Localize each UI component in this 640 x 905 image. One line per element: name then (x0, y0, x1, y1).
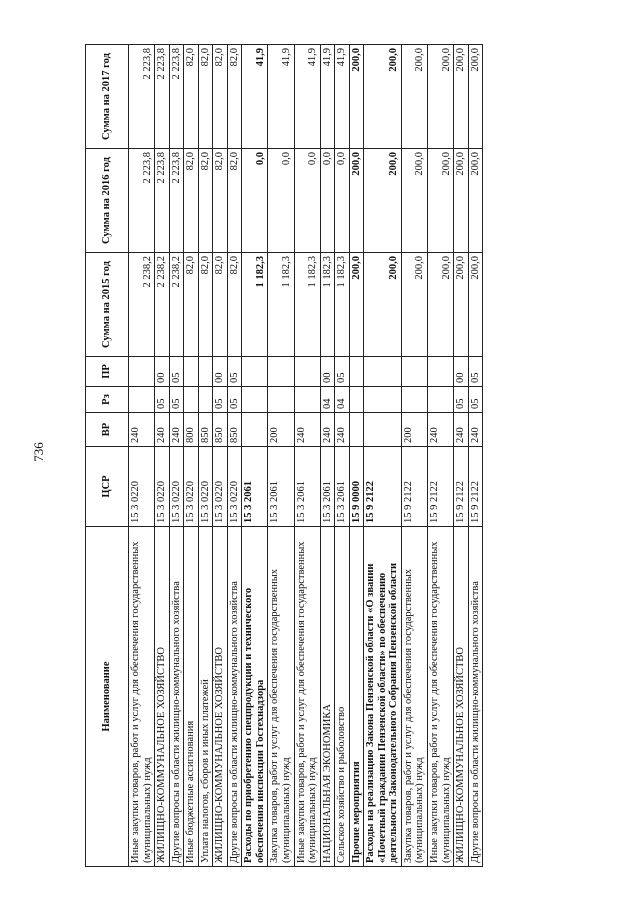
cell-pr (129, 357, 155, 387)
cell-csr: 15 3 0220 (198, 447, 213, 527)
cell-pr: 00 (454, 357, 469, 387)
cell-sum-2015: 200,0 (364, 253, 402, 357)
cell-sum-2016: 0,0 (320, 149, 335, 253)
cell-pr (184, 357, 199, 387)
table-row (349, 45, 364, 867)
cell-sum-2015: 2 238,2 (129, 253, 155, 357)
cell-rz (349, 387, 364, 413)
cell-sum-2015: 200,0 (349, 253, 364, 357)
cell-csr: 15 9 0000 (349, 447, 364, 527)
cell-pr: 00 (320, 357, 335, 387)
cell-sum-2015: 1 182,3 (320, 253, 335, 357)
cell-pr (242, 357, 268, 387)
cell-sum-2016: 2 223,8 (155, 149, 170, 253)
cell-sum-2016: 0,0 (335, 149, 350, 253)
cell-sum-2016: 200,0 (468, 149, 483, 253)
cell-sum-2017: 2 223,8 (155, 45, 170, 149)
cell-name: Закупка товаров, работ и услуг для обеспечения государственных (муниципальных) нужд (401, 527, 427, 867)
cell-vr (349, 413, 364, 447)
cell-sum-2015: 1 182,3 (242, 253, 268, 357)
cell-csr: 15 3 0220 (184, 447, 199, 527)
header-rz: Рз (86, 387, 129, 413)
table-row (242, 45, 268, 867)
table-body (129, 45, 483, 867)
table-row (294, 45, 320, 867)
cell-csr: 15 3 0220 (129, 447, 155, 527)
header-csr: ЦСР (86, 447, 129, 527)
table-row (428, 45, 454, 867)
cell-csr: 15 9 2122 (401, 447, 427, 527)
table-row (468, 45, 483, 867)
cell-pr (198, 357, 213, 387)
cell-vr: 240 (155, 413, 170, 447)
cell-pr: 05 (335, 357, 350, 387)
cell-sum-2016: 200,0 (454, 149, 469, 253)
cell-rz: 05 (213, 387, 228, 413)
header-sum-2016: Сумма на 2016 год (86, 149, 129, 253)
cell-csr: 15 3 2061 (242, 447, 268, 527)
table-header-row (86, 45, 129, 867)
budget-table (85, 44, 483, 867)
cell-sum-2017: 41,9 (268, 45, 294, 149)
cell-name: Иные закупки товаров, работ и услуг для обеспечения государственных (муниципальных) нужд (129, 527, 155, 867)
cell-csr: 15 3 0220 (155, 447, 170, 527)
table-row (129, 45, 155, 867)
cell-rz (184, 387, 199, 413)
cell-sum-2017: 200,0 (401, 45, 427, 149)
cell-name: Расходы по приобретению спецпродукции и технического обеспечения инспекции Гостехнадзора (242, 527, 268, 867)
cell-vr: 240 (454, 413, 469, 447)
cell-sum-2016: 82,0 (198, 149, 213, 253)
cell-sum-2017: 82,0 (213, 45, 228, 149)
cell-sum-2015: 2 238,2 (155, 253, 170, 357)
page-number: 736 (31, 442, 46, 462)
cell-name: ЖИЛИЩНО-КОММУНАЛЬНОЕ ХОЗЯЙСТВО (213, 527, 228, 867)
cell-csr: 15 3 2061 (335, 447, 350, 527)
cell-rz: 04 (320, 387, 335, 413)
cell-sum-2016: 200,0 (401, 149, 427, 253)
cell-vr: 240 (468, 413, 483, 447)
cell-sum-2017: 200,0 (428, 45, 454, 149)
header-sum-2017: Сумма на 2017 год (86, 45, 129, 149)
cell-name: Уплата налогов, сборов и иных платежей (198, 527, 213, 867)
header-sum-2015: Сумма на 2015 год (86, 253, 129, 357)
cell-rz (198, 387, 213, 413)
cell-sum-2016: 82,0 (227, 149, 242, 253)
cell-name: Другие вопросы в области жилищно-коммунального хозяйства (227, 527, 242, 867)
cell-pr (401, 357, 427, 387)
cell-sum-2017: 41,9 (335, 45, 350, 149)
table-row (198, 45, 213, 867)
cell-name: Иные закупки товаров, работ и услуг для обеспечения государственных (муниципальных) нужд (294, 527, 320, 867)
cell-sum-2015: 82,0 (213, 253, 228, 357)
cell-sum-2015: 82,0 (198, 253, 213, 357)
cell-rz (294, 387, 320, 413)
cell-vr: 200 (401, 413, 427, 447)
cell-sum-2015: 82,0 (227, 253, 242, 357)
cell-csr: 15 3 0220 (227, 447, 242, 527)
cell-sum-2016: 82,0 (184, 149, 199, 253)
cell-sum-2016: 82,0 (213, 149, 228, 253)
cell-sum-2015: 1 182,3 (294, 253, 320, 357)
header-vr: ВР (86, 413, 129, 447)
cell-name: Расходы на реализацию Закона Пензенской области «О звании «Почетный гражданин Пензенской области» по обеспечению деятельности Законодательного Собрания Пензенской области (364, 527, 402, 867)
cell-vr (364, 413, 402, 447)
table-row (184, 45, 199, 867)
cell-name: Прочие мероприятия (349, 527, 364, 867)
cell-rz (401, 387, 427, 413)
cell-vr (242, 413, 268, 447)
cell-name: Другие вопросы в области жилищно-коммунального хозяйства (169, 527, 184, 867)
cell-sum-2015: 2 238,2 (169, 253, 184, 357)
cell-sum-2016: 2 223,8 (169, 149, 184, 253)
cell-sum-2016: 2 223,8 (129, 149, 155, 253)
cell-sum-2015: 200,0 (401, 253, 427, 357)
table-row (364, 45, 402, 867)
cell-rz: 05 (454, 387, 469, 413)
cell-csr: 15 3 2061 (320, 447, 335, 527)
cell-csr: 15 3 0220 (213, 447, 228, 527)
cell-sum-2016: 0,0 (294, 149, 320, 253)
table-row (268, 45, 294, 867)
cell-name: Иные закупки товаров, работ и услуг для обеспечения государственных (муниципальных) нужд (428, 527, 454, 867)
cell-name: Иные бюджетные ассигнования (184, 527, 199, 867)
cell-pr: 05 (468, 357, 483, 387)
table-row (155, 45, 170, 867)
cell-sum-2017: 82,0 (184, 45, 199, 149)
cell-pr: 00 (155, 357, 170, 387)
cell-sum-2017: 2 223,8 (169, 45, 184, 149)
cell-pr (294, 357, 320, 387)
table-row (227, 45, 242, 867)
cell-csr: 15 3 2061 (268, 447, 294, 527)
cell-vr: 200 (268, 413, 294, 447)
cell-name: Закупка товаров, работ и услуг для обеспечения государственных (муниципальных) нужд (268, 527, 294, 867)
cell-csr: 15 3 2061 (294, 447, 320, 527)
cell-csr: 15 9 2122 (364, 447, 402, 527)
header-pr: ПР (86, 357, 129, 387)
cell-csr: 15 3 0220 (169, 447, 184, 527)
cell-sum-2015: 1 182,3 (268, 253, 294, 357)
cell-sum-2015: 200,0 (468, 253, 483, 357)
cell-pr (349, 357, 364, 387)
cell-vr: 240 (169, 413, 184, 447)
table-row (335, 45, 350, 867)
cell-pr: 05 (227, 357, 242, 387)
cell-sum-2016: 0,0 (268, 149, 294, 253)
budget-table-container (85, 47, 547, 867)
cell-sum-2015: 200,0 (428, 253, 454, 357)
cell-name: ЖИЛИЩНО-КОММУНАЛЬНОЕ ХОЗЯЙСТВО (155, 527, 170, 867)
cell-sum-2017: 41,9 (242, 45, 268, 149)
cell-pr (364, 357, 402, 387)
cell-sum-2017: 200,0 (454, 45, 469, 149)
cell-sum-2017: 200,0 (468, 45, 483, 149)
cell-pr: 05 (169, 357, 184, 387)
cell-vr: 850 (198, 413, 213, 447)
cell-sum-2017: 41,9 (320, 45, 335, 149)
cell-vr: 850 (213, 413, 228, 447)
cell-name: НАЦИОНАЛЬНАЯ ЭКОНОМИКА (320, 527, 335, 867)
table-row (320, 45, 335, 867)
cell-vr: 240 (335, 413, 350, 447)
cell-name: Другие вопросы в области жилищно-коммунального хозяйства (468, 527, 483, 867)
cell-sum-2017: 200,0 (349, 45, 364, 149)
cell-rz (428, 387, 454, 413)
cell-sum-2016: 200,0 (364, 149, 402, 253)
cell-vr: 240 (129, 413, 155, 447)
cell-rz: 05 (169, 387, 184, 413)
cell-sum-2017: 200,0 (364, 45, 402, 149)
cell-sum-2015: 82,0 (184, 253, 199, 357)
cell-sum-2016: 200,0 (428, 149, 454, 253)
table-row (454, 45, 469, 867)
cell-rz (242, 387, 268, 413)
cell-csr: 15 9 2122 (428, 447, 454, 527)
cell-csr: 15 9 2122 (454, 447, 469, 527)
cell-pr (268, 357, 294, 387)
cell-rz (268, 387, 294, 413)
cell-sum-2015: 1 182,3 (335, 253, 350, 357)
cell-vr: 850 (227, 413, 242, 447)
cell-csr: 15 9 2122 (468, 447, 483, 527)
cell-vr: 240 (428, 413, 454, 447)
cell-rz: 04 (335, 387, 350, 413)
cell-name: ЖИЛИЩНО-КОММУНАЛЬНОЕ ХОЗЯЙСТВО (454, 527, 469, 867)
cell-vr: 240 (294, 413, 320, 447)
cell-name: Сельское хозяйство и рыболовство (335, 527, 350, 867)
cell-sum-2016: 0,0 (242, 149, 268, 253)
cell-sum-2017: 82,0 (227, 45, 242, 149)
cell-rz: 05 (155, 387, 170, 413)
cell-rz: 05 (468, 387, 483, 413)
table-row (169, 45, 184, 867)
cell-pr (428, 357, 454, 387)
table-row (401, 45, 427, 867)
header-name: Наименование (86, 527, 129, 867)
cell-vr: 240 (320, 413, 335, 447)
cell-pr: 00 (213, 357, 228, 387)
cell-sum-2015: 200,0 (454, 253, 469, 357)
cell-rz (129, 387, 155, 413)
cell-sum-2017: 41,9 (294, 45, 320, 149)
cell-sum-2017: 82,0 (198, 45, 213, 149)
cell-vr: 800 (184, 413, 199, 447)
cell-sum-2017: 2 223,8 (129, 45, 155, 149)
table-row (213, 45, 228, 867)
cell-rz (364, 387, 402, 413)
cell-sum-2016: 200,0 (349, 149, 364, 253)
cell-rz: 05 (227, 387, 242, 413)
